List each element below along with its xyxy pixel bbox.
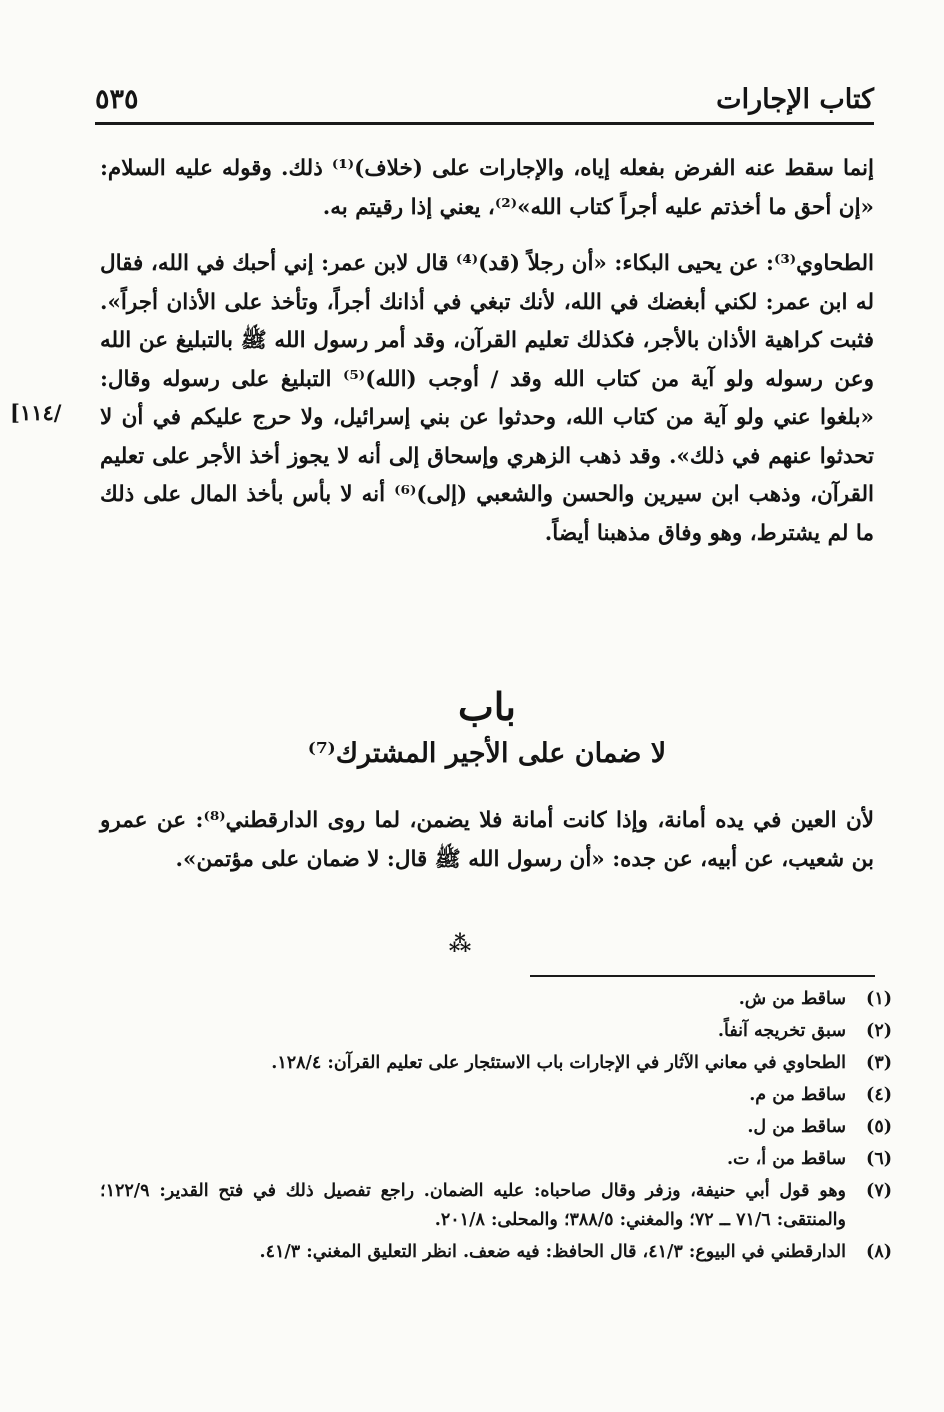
footnote-number: (٦) (866, 1149, 892, 1169)
footnote-text: ساقط من ل. (747, 1117, 846, 1137)
footnote-item (100, 1049, 892, 1078)
footnote-number: (٣) (866, 1053, 892, 1073)
main-text (100, 150, 874, 571)
footnote-text: ساقط من ش. (738, 989, 846, 1009)
chapter-title: باب (458, 684, 516, 729)
footnote-text: الطحاوي في معاني الآثار في الإجارات باب الاستئجار على تعليم القرآن: ١٢٨/٤. (271, 1053, 846, 1073)
footnotes (100, 985, 892, 1270)
footnote-item (100, 1177, 892, 1235)
page-header (95, 82, 874, 125)
footnote-text: ساقط من م. (749, 1085, 846, 1105)
footnote-number: (٤) (866, 1085, 892, 1105)
section-heading: لا ضمان على الأجير المشترك⁽⁷⁾ (307, 738, 667, 769)
footnote-number: (٧) (866, 1181, 892, 1201)
section-text (100, 802, 874, 879)
footnote-number: (٥) (866, 1117, 892, 1137)
paragraph-2: الطحاوي⁽³⁾: عن يحيى البكاء: «أن رجلاً (قد)⁽⁴⁾ قال لابن عمر: إني أحبك في الله، فقال له ابن عمر: لكني أبغضك في الله، لأنك تبغي في أذانك أجراً، وتأخذ على الأذان أجراً». فثبت كراهية الأذان بالأجر، فكذلك تعليم القرآن، وقد أمر رسول الله ﷺ بالتبليغ عن الله وعن رسوله ولو آية من كتاب الله وقد / أوجب (الله)⁽⁵⁾ التبليغ على رسوله وقال: «بلغوا عني ولو آية من كتاب الله، وحدثوا عن بني إسرائيل، ولا حرج عليكم في أن لا تحدثوا عنهم في ذلك». وقد ذهب الزهري وإسحاق إلى أنه لا يجوز أخذ الأجر على تعليم القرآن، وذهب ابن سيرين والحسن والشعبي (إلى)⁽⁶⁾ أنه لا بأس بأخذ المال على ذلك ما لم يشترط، وهو وفاق مذهبنا أيضاً. (100, 251, 875, 546)
footnote-text: ساقط من أ، ت. (726, 1149, 846, 1169)
footnote-text: وهو قول أبي حنيفة، وزفر وقال صاحباه: عليه الضمان. راجع تفصيل ذلك في فتح القدير: ١٢٢/٩؛ والمنتقى: ٧١/٦ ــ ٧٢؛ والمغني: ٣٨٨/٥؛ والمحلى: ٢٠١/٨. (100, 1181, 846, 1230)
footnote-divider (530, 975, 875, 977)
paragraph-1: إنما سقط عنه الفرض بفعله إياه، والإجارات على (خلاف)⁽¹⁾ ذلك. وقوله عليه السلام: «إن أحق ما أخذتم عليه أجراً كتاب الله»⁽²⁾، يعني إذا رقيتم به. (100, 156, 874, 220)
footnote-item (100, 1081, 892, 1110)
manuscript-folio-marker: [١١٤/ (10, 400, 62, 425)
footnote-number: (١) (866, 989, 892, 1009)
footnote-item (100, 1145, 892, 1174)
running-title: كتاب الإجارات (716, 84, 874, 115)
section-paragraph: لأن العين في يده أمانة، وإذا كانت أمانة فلا يضمن، لما روى الدارقطني⁽⁸⁾: عن عمرو بن شعيب، عن أبيه، عن جده: «أن رسول الله ﷺ قال: لا ضمان على مؤتمن». (100, 808, 874, 872)
page-number: ٥٣٥ (95, 84, 139, 115)
footnote-number: (٢) (866, 1021, 892, 1041)
footnote-item (100, 1017, 892, 1046)
footnote-item (100, 1238, 892, 1267)
footnote-text: الدارقطني في البيوع: ٤١/٣، قال الحافظ: فيه ضعف. انظر التعليق المغني: ٤١/٣. (259, 1242, 846, 1262)
footnote-number: (٨) (866, 1242, 892, 1262)
footnote-text: سبق تخريجه آنفاً. (717, 1021, 846, 1041)
separator-stars: ⁂ (448, 931, 472, 957)
footnote-item (100, 985, 892, 1014)
footnote-item (100, 1113, 892, 1142)
